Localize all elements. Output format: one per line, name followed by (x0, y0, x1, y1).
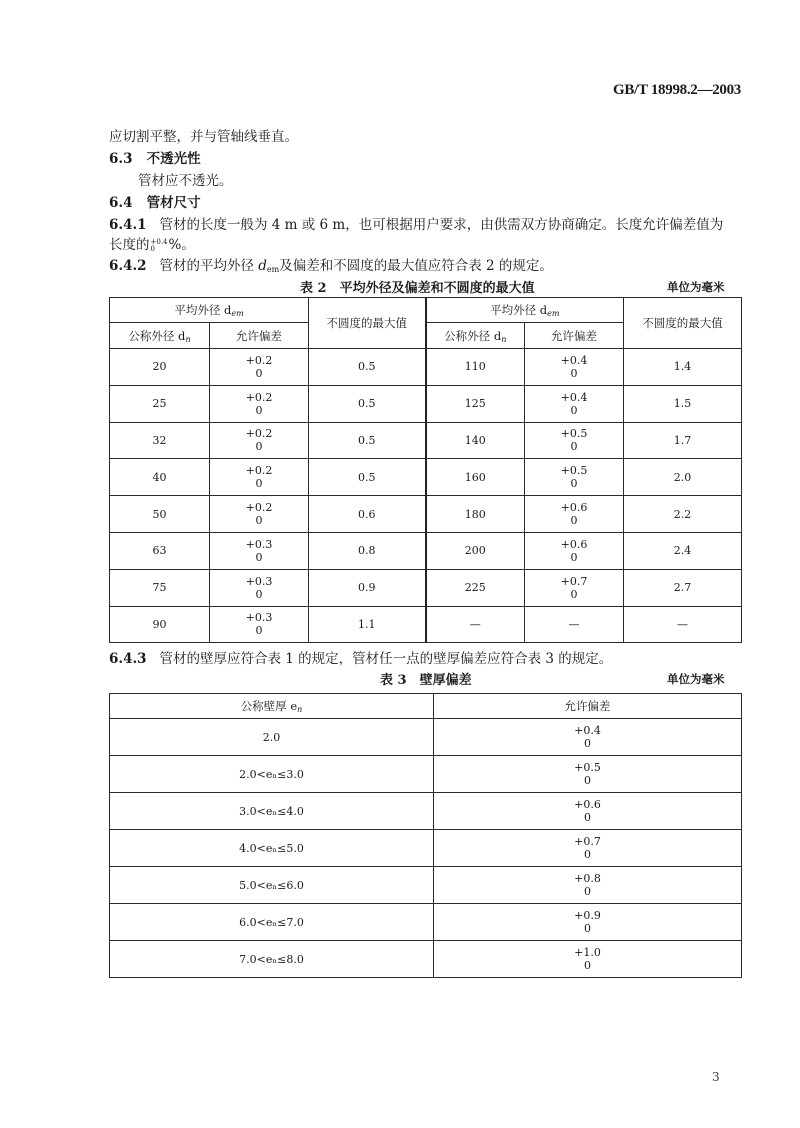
cell-ovality: 0.5 (309, 385, 426, 422)
cell-deviation: +0.6 0 (525, 496, 624, 533)
header-deviation-left: 允许偏差 (210, 323, 309, 349)
table-row (110, 385, 742, 422)
cell-ovality: 1.7 (624, 422, 742, 459)
cell-thickness-range: 7.0<eₙ≤8.0 (110, 941, 434, 978)
cell-deviation: +1.0 0 (434, 941, 742, 978)
section-number: 6.4.3 (109, 651, 147, 667)
cell-ovality: 1.1 (309, 606, 426, 643)
cell-ovality: 2.7 (624, 569, 742, 606)
table-row (110, 719, 742, 756)
cell-ovality: 0.5 (309, 422, 426, 459)
text: 长度的 (109, 237, 150, 253)
header-ovality-left: 不圆度的最大值 (309, 298, 426, 349)
table-row (110, 496, 742, 533)
page-number: 3 (712, 1070, 720, 1084)
text: 管材的平均外径 (159, 258, 254, 274)
cell-thickness-range: 3.0<eₙ≤4.0 (110, 793, 434, 830)
section-title: 管材尺寸 (146, 195, 201, 211)
cell-deviation: +0.6 0 (434, 793, 742, 830)
section-number: 6.4 (109, 195, 133, 211)
table-2 (109, 297, 742, 643)
cell-deviation: +0.8 0 (434, 867, 742, 904)
cell-nominal-od: 180 (426, 496, 525, 533)
section-6-4-1-cont (109, 236, 195, 254)
cell-deviation: +0.2 0 (210, 349, 309, 386)
cell-nominal-od: 200 (426, 532, 525, 569)
cell-ovality: 1.5 (624, 385, 742, 422)
cell-nominal-od: 50 (110, 496, 210, 533)
header-deviation-right: 允许偏差 (525, 323, 624, 349)
cell-nominal-od: 225 (426, 569, 525, 606)
cell-deviation: +0.5 0 (525, 459, 624, 496)
section-6-4-heading (109, 194, 201, 212)
section-6-4-2 (109, 257, 553, 279)
cell-deviation: +0.7 0 (525, 569, 624, 606)
table-row (110, 793, 742, 830)
table-2-unit: 单位为毫米 (667, 280, 725, 294)
cell-deviation: +0.3 0 (210, 606, 309, 643)
table-row (110, 459, 742, 496)
section-6-4-3 (109, 650, 612, 668)
section-number: 6.4.2 (109, 258, 147, 274)
cell-deviation: +0.2 0 (210, 385, 309, 422)
table-row (110, 532, 742, 569)
paragraph-continuation: 应切割平整，并与管轴线垂直。 (109, 129, 298, 145)
section-text: 管材的壁厚应符合表 1 的规定，管材任一点的壁厚偏差应符合表 3 的规定。 (159, 651, 613, 667)
symbol-subscript: em (266, 265, 280, 274)
cell-deviation: +0.3 0 (210, 569, 309, 606)
cell-deviation: +0.7 0 (434, 830, 742, 867)
standard-code: GB/T 18998.2—2003 (613, 82, 741, 98)
cell-ovality: 0.9 (309, 569, 426, 606)
cell-nominal-od: — (426, 606, 525, 643)
cell-ovality: 0.8 (309, 532, 426, 569)
length-tolerance (151, 239, 168, 253)
text: %。 (168, 237, 195, 253)
header-mean-od-right: 平均外径 $d_{em}$ (426, 298, 624, 323)
cell-ovality: 2.4 (624, 532, 742, 569)
section-number: 6.4.1 (109, 217, 147, 233)
section-text: 管材的长度一般为 4 m 或 6 m，也可根据用户要求，由供需双方协商确定。长度允许偏差值为 (159, 217, 724, 233)
tolerance-upper: +0.4 (150, 237, 168, 246)
cell-deviation: +0.5 0 (525, 422, 624, 459)
table-row (110, 830, 742, 867)
cell-nominal-od: 32 (110, 422, 210, 459)
table-row (110, 904, 742, 941)
table-row (110, 867, 742, 904)
table-3-unit: 单位为毫米 (667, 672, 725, 686)
cell-nominal-od: 160 (426, 459, 525, 496)
cell-ovality: 0.5 (309, 459, 426, 496)
header-nominal-thickness: 公称壁厚 $e_n$ (110, 694, 434, 719)
cell-deviation: — (525, 606, 624, 643)
cell-nominal-od: 25 (110, 385, 210, 422)
header-deviation: 允许偏差 (434, 694, 742, 719)
cell-ovality: 1.4 (624, 349, 742, 386)
cell-deviation: +0.9 0 (434, 904, 742, 941)
table-3 (109, 693, 742, 978)
cell-nominal-od: 90 (110, 606, 210, 643)
cell-nominal-od: 110 (426, 349, 525, 386)
cell-thickness-range: 2.0<eₙ≤3.0 (110, 756, 434, 793)
cell-deviation: +0.4 0 (525, 385, 624, 422)
section-6-4-1 (109, 216, 723, 234)
cell-deviation: +0.4 0 (525, 349, 624, 386)
cell-deviation: +0.2 0 (210, 459, 309, 496)
cell-deviation: +0.4 0 (434, 719, 742, 756)
cell-nominal-od: 40 (110, 459, 210, 496)
cell-nominal-od: 63 (110, 532, 210, 569)
table-3-caption: 表 3 壁厚偏差 (380, 673, 472, 688)
cell-deviation: +0.6 0 (525, 532, 624, 569)
text: 及偏差和不圆度的最大值应符合表 2 的规定。 (279, 258, 553, 274)
table-row (110, 941, 742, 978)
cell-thickness-range: 2.0 (110, 719, 434, 756)
cell-deviation: +0.3 0 (210, 532, 309, 569)
header-nominal-od-right: 公称外径 $d_n$ (426, 323, 525, 349)
symbol: d (258, 258, 267, 274)
table-row (110, 756, 742, 793)
tolerance-lower: 0 (150, 244, 155, 253)
cell-ovality: — (624, 606, 742, 643)
cell-ovality: 2.0 (624, 459, 742, 496)
cell-thickness-range: 6.0<eₙ≤7.0 (110, 904, 434, 941)
header-nominal-od-left: 公称外径 $d_n$ (110, 323, 210, 349)
cell-deviation: +0.2 0 (210, 422, 309, 459)
cell-thickness-range: 4.0<eₙ≤5.0 (110, 830, 434, 867)
section-6-3-text: 管材应不透光。 (138, 173, 233, 189)
cell-deviation: +0.2 0 (210, 496, 309, 533)
table-row (110, 422, 742, 459)
cell-deviation: +0.5 0 (434, 756, 742, 793)
table-row (110, 606, 742, 643)
header-mean-od-left: 平均外径 $d_{em}$ (110, 298, 309, 323)
table-row (110, 349, 742, 386)
cell-ovality: 0.6 (309, 496, 426, 533)
cell-nominal-od: 140 (426, 422, 525, 459)
cell-thickness-range: 5.0<eₙ≤6.0 (110, 867, 434, 904)
cell-ovality: 0.5 (309, 349, 426, 386)
table-row (110, 569, 742, 606)
header-ovality-right: 不圆度的最大值 (624, 298, 742, 349)
section-number: 6.3 (109, 151, 133, 167)
table-2-caption: 表 2 平均外径及偏差和不圆度的最大值 (300, 281, 535, 296)
cell-ovality: 2.2 (624, 496, 742, 533)
section-title: 不透光性 (146, 151, 201, 167)
cell-nominal-od: 125 (426, 385, 525, 422)
cell-nominal-od: 20 (110, 349, 210, 386)
cell-nominal-od: 75 (110, 569, 210, 606)
section-6-3-heading (109, 150, 201, 168)
